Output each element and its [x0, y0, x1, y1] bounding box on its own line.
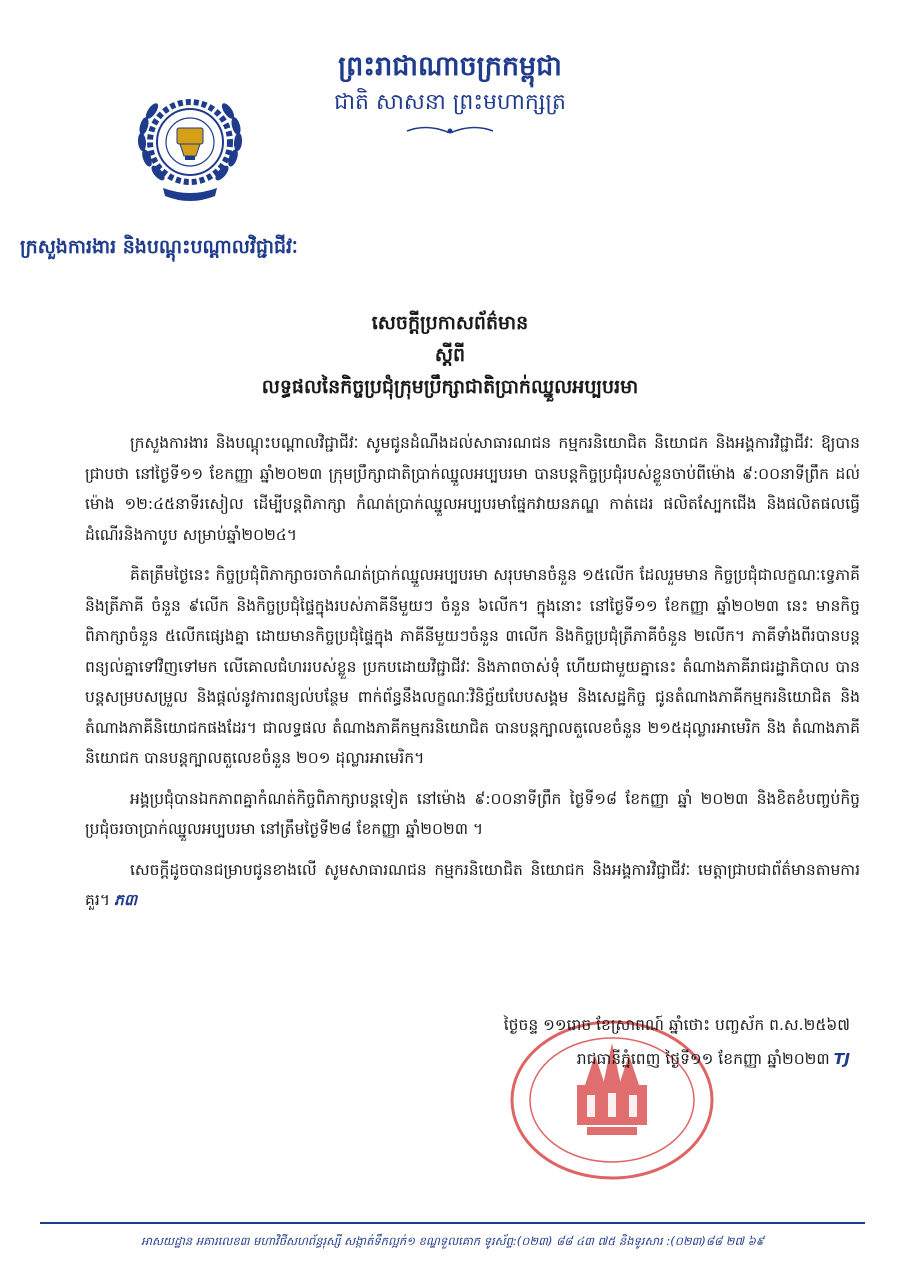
body-paragraph-3: អង្គប្រជុំបានឯកភាពគ្នាកំណត់កិច្ចពិភាក្សាបន្តទៀត នៅម៉ោង ៩:០០នាទីព្រឹក ថ្ងៃទី១៨ ខែកញ្ញា ឆ្នាំ ២០២៣ និងខិតខំបញ្ចប់កិច្ចប្រជុំចរចាប្រាក់ឈ្នួលអប្បបរមា នៅត្រឹមថ្ងៃទី២៨ ខែកញ្ញា ឆ្នាំ២០២៣ ។	[85, 789, 860, 838]
kingdom-title: ព្រះរាជាណាចក្រកម្ពុជា	[338, 51, 562, 82]
title-line-2: ស្តីពី	[434, 344, 466, 366]
ministry-name: ក្រសួងការងារ និងបណ្តុះបណ្តាលវិជ្ជាជីវៈ	[20, 236, 298, 258]
lunar-date: ថ្ងៃចន្ទ ១១រោច ខែស្រាពណ៍ ឆ្នាំថោះ បញ្ចស័ក ព.ស.២៥៦៧	[503, 1016, 850, 1034]
footer-address: អាសយដ្ឋាន អគារលេខ៣ មហាវិថីសហព័ន្ធរុស្សី សង្កាត់ទឹកល្អក់១ ខណ្ឌទួលគោក ទូរស័ព្ទ:(០២៣) ៨៨ ៤៣ ៧៥ និងទូរសារ :(០២៣)៨៨ ២៧ ៦៩	[141, 1234, 764, 1248]
body-paragraph-1: ក្រសួងការងារ និងបណ្តុះបណ្តាលវិជ្ជាជីវៈ សូមជូនដំណឹងដល់សាធារណជន កម្មករនិយោជិត និយោជក និងអង្គការវិជ្ជាជីវៈ ឱ្យបានជ្រាបថា នៅថ្ងៃទី១១ ខែកញ្ញា ឆ្នាំ២០២៣ ក្រុមប្រឹក្សាជាតិប្រាក់ឈ្នួលអប្បបរមា បានបន្តកិច្ចប្រជុំរបស់ខ្លួនចាប់ពីម៉ោង ៩:០០នាទីព្រឹក ដល់ម៉ោង ១២:៤៥នាទីរសៀល ដើម្បីបន្តពិភាក្សា កំណត់ប្រាក់ឈ្នួលអប្បបរមាផ្នែកវាយនភណ្ឌ កាត់ដេរ ផលិតស្បែកជើង និងផលិតផលធ្វើដំណើរនិងកាបូប សម្រាប់ឆ្នាំ២០២៤។	[85, 434, 860, 544]
ornament-divider-icon	[405, 124, 495, 138]
title-line-1: សេចក្តីប្រកាសព័ត៌មាន	[371, 312, 529, 334]
announcement-body	[85, 428, 860, 926]
announcement-titles	[150, 307, 750, 403]
footer-divider	[40, 1222, 865, 1224]
kingdom-header	[300, 48, 600, 138]
solar-date: រាជធានីភ្នំពេញ ថ្ងៃទី១១ ខែកញ្ញា ឆ្នាំ២០២៣	[576, 1050, 830, 1068]
national-motto: ជាតិ សាសនា ព្រះមហាក្សត្រ	[334, 90, 566, 115]
solar-date-line	[390, 1042, 850, 1076]
body-paragraph-4	[85, 855, 860, 916]
signature-mark: TJ	[833, 1050, 850, 1068]
handwritten-initial: ភ៣	[113, 891, 138, 909]
body-paragraph-4-text: សេចក្តីដូចបានជម្រាបជូនខាងលើ សូមសាធារណជន កម្មករនិយោជិត និយោជក និងអង្គការវិជ្ជាជីវៈ មេត្តាជ្រាបជាព័ត៌មានតាមការគួរ។	[85, 860, 860, 909]
ministry-logo	[125, 80, 255, 210]
body-paragraph-2: គិតត្រឹមថ្ងៃនេះ កិច្ចប្រជុំពិភាក្សាចរចាកំណត់ប្រាក់ឈ្នួលអប្បបរមា សរុបមានចំនួន ១៥លើក ដែលរួមមាន កិច្ចប្រជុំជាលក្ខណៈទ្វេភាគី និងត្រីភាគី ចំនួន ៩លើក និងកិច្ចប្រជុំផ្ទៃក្នុងរបស់ភាគីនីមួយៗ ចំនួន ៦លើក។ ក្នុងនោះ នៅថ្ងៃទី១១ ខែកញ្ញា ឆ្នាំ២០២៣ នេះ មានកិច្ចពិភាក្សាចំនួន ៥លើកផ្សេងគ្នា ដោយមានកិច្ចប្រជុំផ្ទៃក្នុង ភាគីនីមួយៗចំនួន ៣លើក និងកិច្ចប្រជុំត្រីភាគីចំនួន ២លើក។ ភាគីទាំងពីរបានបន្តពន្យល់គ្នាទៅវិញទៅមក លើគោលជំហររបស់ខ្លួន ប្រកបដោយវិជ្ជាជីវៈ និងភាពចាស់ទុំ ហើយជាមួយគ្នានេះ តំណាងភាគីរាជរដ្ឋាភិបាល បានបន្តសម្របសម្រួល និងផ្តល់នូវការពន្យល់បន្ថែម ពាក់ព័ន្ធនឹងលក្ខណៈវិនិច្ឆ័យបែបសង្គម និងសេដ្ឋកិច្ច ជូនតំណាងភាគីកម្មករនិយោជិត និងតំណាងភាគីនិយោជកផងដែរ។ ជាលទ្ធផល តំណាងភាគីកម្មករនិយោជិត បានបន្តក្បាលតួលេខចំនួន ២១៥ដុល្លារអាមេរិក និង តំណាងភាគីនិយោជក បានបន្តក្បាលតួលេខចំនួន ២០១ ដុល្លារអាមេរិក។	[85, 566, 860, 767]
title-line-3: លទ្ធផលនៃកិច្ចប្រជុំក្រុមប្រឹក្សាជាតិប្រាក់ឈ្នួលអប្បបរមា	[261, 376, 639, 398]
date-block	[390, 1008, 850, 1076]
